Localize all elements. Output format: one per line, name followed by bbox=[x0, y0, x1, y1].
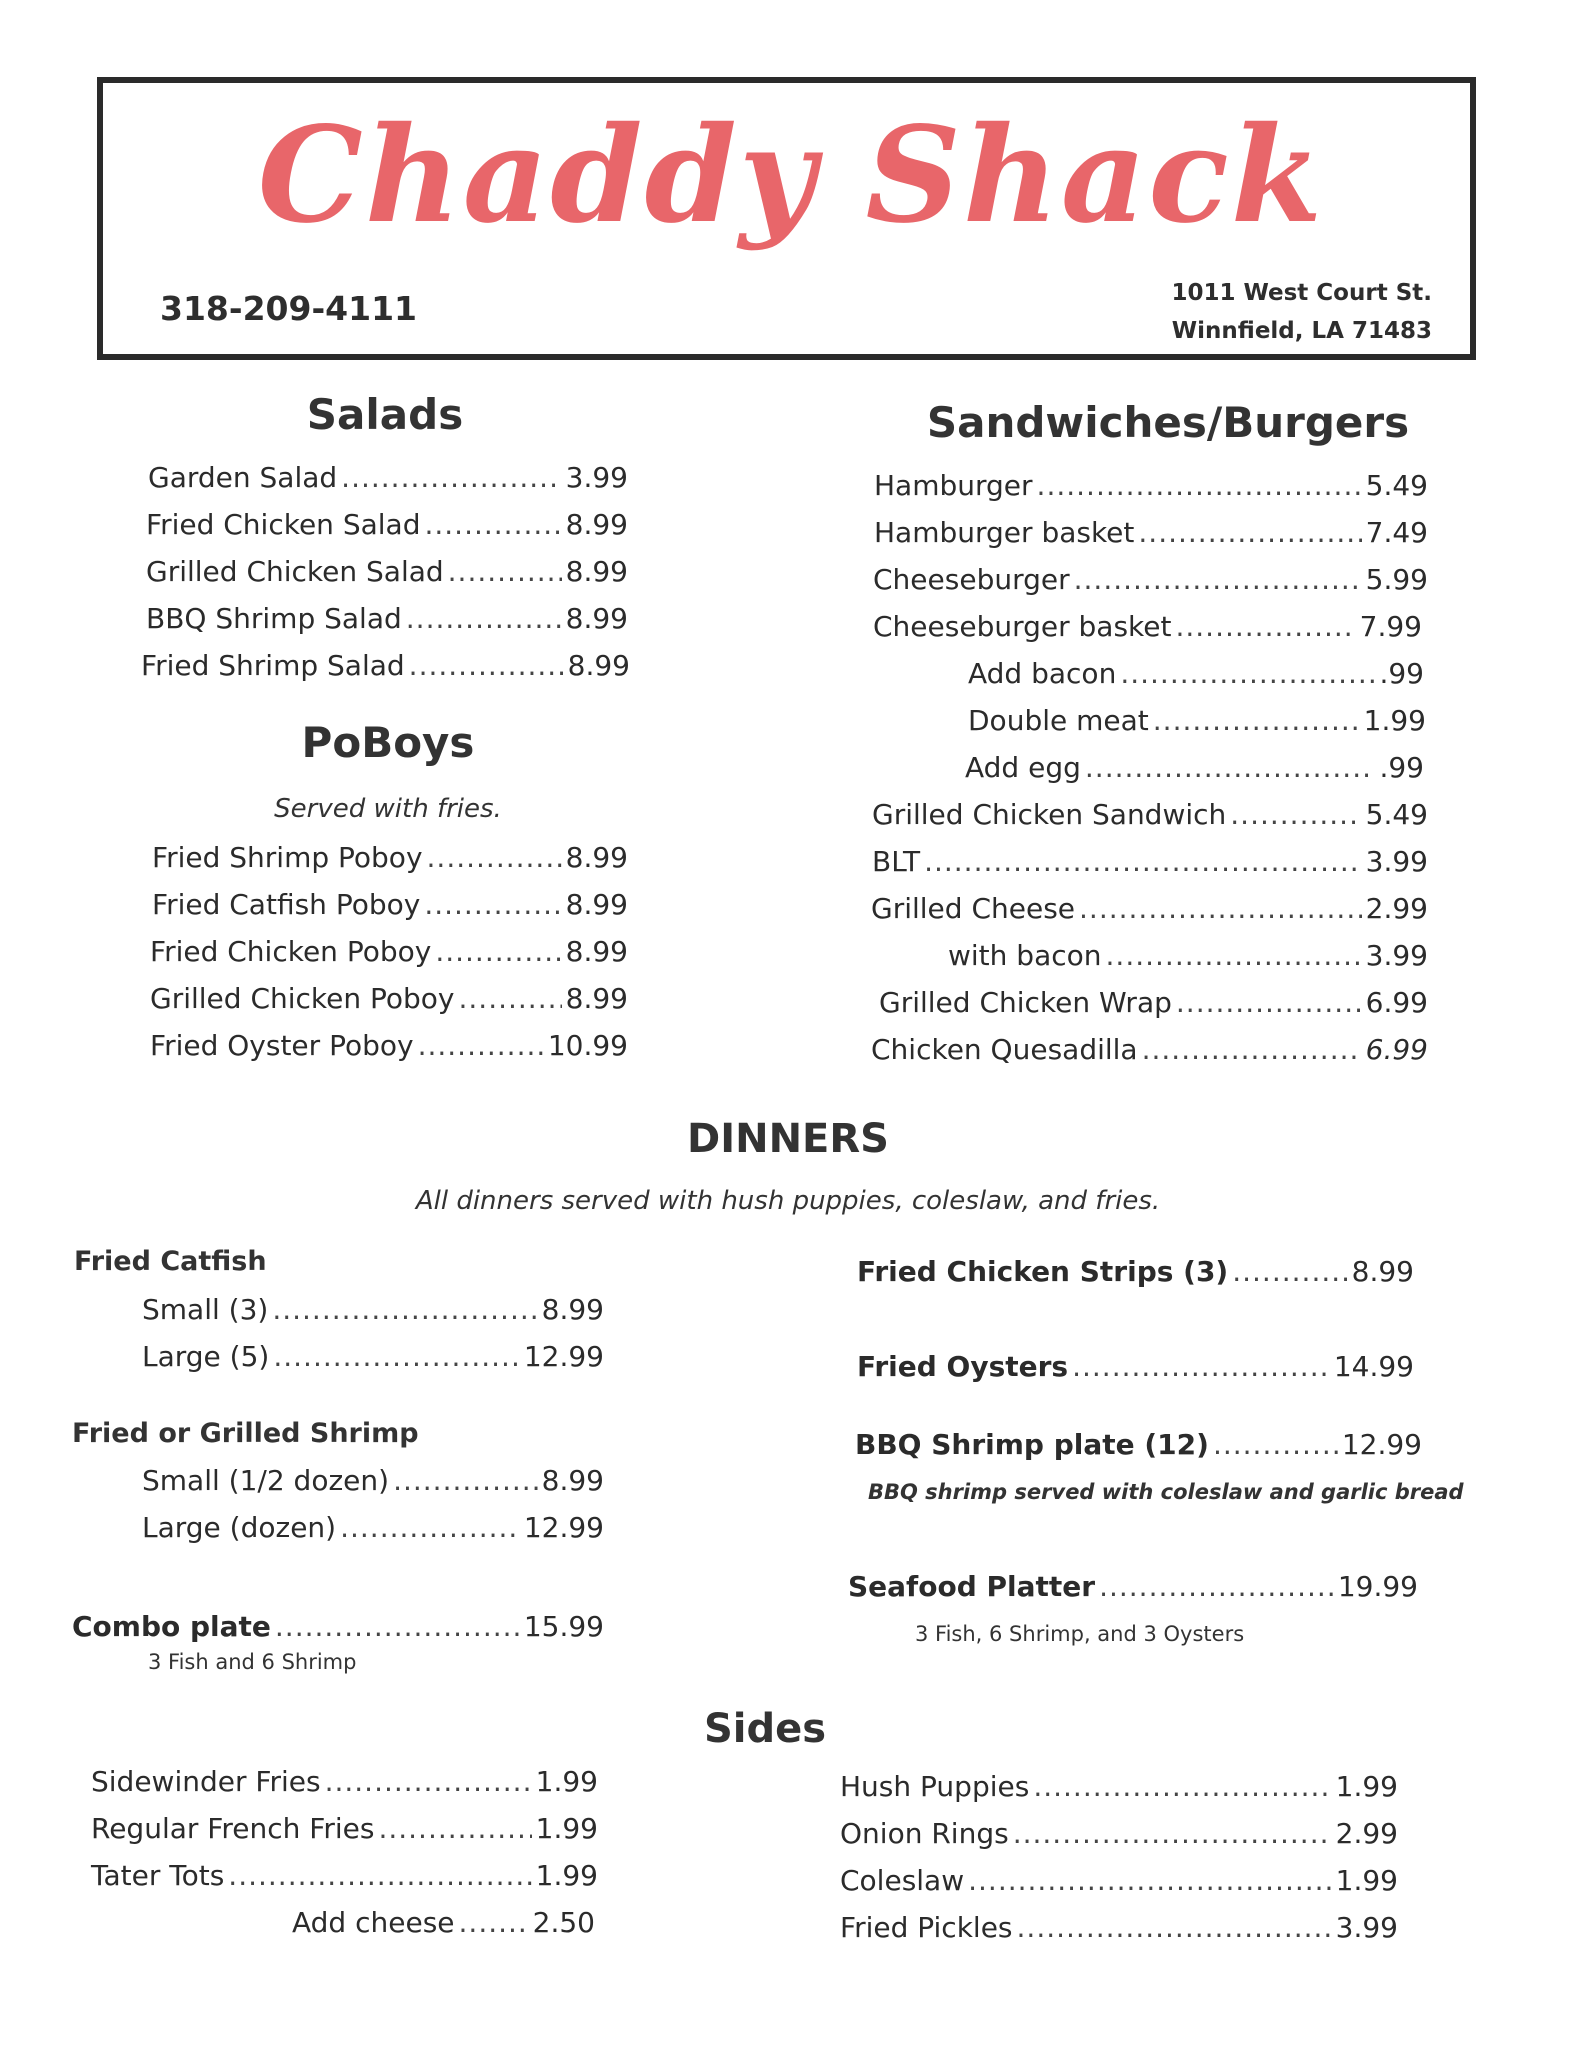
menu-item: Add egg ..... .99 bbox=[965, 748, 1424, 788]
menu-item: Sidewinder Fries ..... 1.99 bbox=[91, 1762, 598, 1802]
menu-item: Fried Chicken Strips (3) ..... 8.99 bbox=[857, 1252, 1414, 1292]
menu-item: Hamburger basket ..... 7.49 bbox=[874, 513, 1428, 553]
menu-item: Large (dozen) ..... 12.99 bbox=[142, 1508, 604, 1548]
menu-item: Fried Shrimp Salad ..... 8.99 bbox=[141, 646, 630, 686]
menu-item: BLT ..... 3.99 bbox=[872, 842, 1428, 882]
address-line-1: 1011 West Court St. bbox=[1171, 280, 1432, 306]
menu-item: Tater Tots ..... 1.99 bbox=[91, 1856, 598, 1896]
menu-item: Fried Oyster Poboy ..... 10.99 bbox=[150, 1026, 628, 1066]
menu-item: Add bacon ..... .99 bbox=[968, 654, 1424, 694]
poboys-title: PoBoys bbox=[301, 718, 475, 767]
menu-item: Cheeseburger basket ..... 7.99 bbox=[873, 607, 1422, 647]
sides-title: Sides bbox=[703, 1706, 827, 1752]
menu-item: with bacon ..... 3.99 bbox=[948, 936, 1428, 976]
sandwiches-title: Sandwiches/Burgers bbox=[926, 398, 1410, 447]
menu-item: Fried Chicken Salad ..... 8.99 bbox=[146, 505, 628, 545]
menu-item: Grilled Chicken Poboy ..... 8.99 bbox=[150, 979, 628, 1019]
menu-item: Cheeseburger ..... 5.99 bbox=[873, 560, 1428, 600]
restaurant-name: Chaddy Shack bbox=[257, 98, 1325, 253]
menu-item: Fried Catfish Poboy ..... 8.99 bbox=[152, 885, 628, 925]
menu-item: Fried Pickles ..... 3.99 bbox=[840, 1908, 1398, 1948]
menu-item: Combo plate ..... 15.99 bbox=[72, 1607, 604, 1647]
menu-item: Garden Salad ..... 3.99 bbox=[148, 458, 628, 498]
address-line-2: Winnfield, LA 71483 bbox=[1171, 318, 1432, 344]
menu-item: BBQ Shrimp plate (12) ..... 12.99 bbox=[855, 1425, 1422, 1465]
phone-number: 318-209-4111 bbox=[160, 289, 418, 328]
platter-note: 3 Fish, 6 Shrimp, and 3 Oysters bbox=[915, 1622, 1245, 1646]
menu-item: Large (5) ..... 12.99 bbox=[142, 1337, 604, 1377]
menu-item: Regular French Fries ..... 1.99 bbox=[91, 1809, 598, 1849]
menu-item: Grilled Chicken Sandwich ..... 5.49 bbox=[872, 795, 1428, 835]
menu-item: Coleslaw ..... 1.99 bbox=[840, 1861, 1398, 1901]
menu-item: Fried Oysters ..... 14.99 bbox=[857, 1347, 1414, 1387]
menu-item: BBQ Shrimp Salad ..... 8.99 bbox=[146, 599, 628, 639]
shrimp-heading: Fried or Grilled Shrimp bbox=[72, 1418, 419, 1449]
menu-item: Chicken Quesadilla ..... 6.99 bbox=[871, 1030, 1428, 1070]
menu-item: Fried Chicken Poboy ..... 8.99 bbox=[150, 932, 628, 972]
menu-item: Add cheese ..... 2.50 bbox=[292, 1903, 595, 1943]
menu-item: Fried Shrimp Poboy ..... 8.99 bbox=[152, 838, 628, 878]
menu-item: Grilled Chicken Salad ..... 8.99 bbox=[146, 552, 628, 592]
menu-item: Grilled Cheese ..... 2.99 bbox=[871, 889, 1428, 929]
menu-item: Double meat ..... 1.99 bbox=[968, 701, 1426, 741]
menu-item: Grilled Chicken Wrap ..... 6.99 bbox=[879, 983, 1428, 1023]
combo-note: 3 Fish and 6 Shrimp bbox=[148, 1650, 357, 1674]
menu-item: Hamburger ..... 5.49 bbox=[874, 466, 1428, 506]
dinners-title: DINNERS bbox=[687, 1116, 889, 1162]
menu-item: Small (3) ..... 8.99 bbox=[142, 1290, 604, 1330]
dinners-note: All dinners served with hush puppies, coleslaw, and fries. bbox=[415, 1186, 1161, 1216]
salads-title: Salads bbox=[306, 390, 464, 439]
menu-item: Onion Rings ..... 2.99 bbox=[840, 1814, 1398, 1854]
menu-item: Seafood Platter ..... 19.99 bbox=[848, 1567, 1418, 1607]
poboys-note: Served with fries. bbox=[274, 794, 502, 824]
catfish-heading: Fried Catfish bbox=[74, 1246, 267, 1277]
bbq-note: BBQ shrimp served with coleslaw and garlic bread bbox=[868, 1480, 1464, 1504]
menu-item: Hush Puppies ..... 1.99 bbox=[840, 1767, 1398, 1807]
menu-item: Small (1/2 dozen) ..... 8.99 bbox=[142, 1461, 604, 1501]
